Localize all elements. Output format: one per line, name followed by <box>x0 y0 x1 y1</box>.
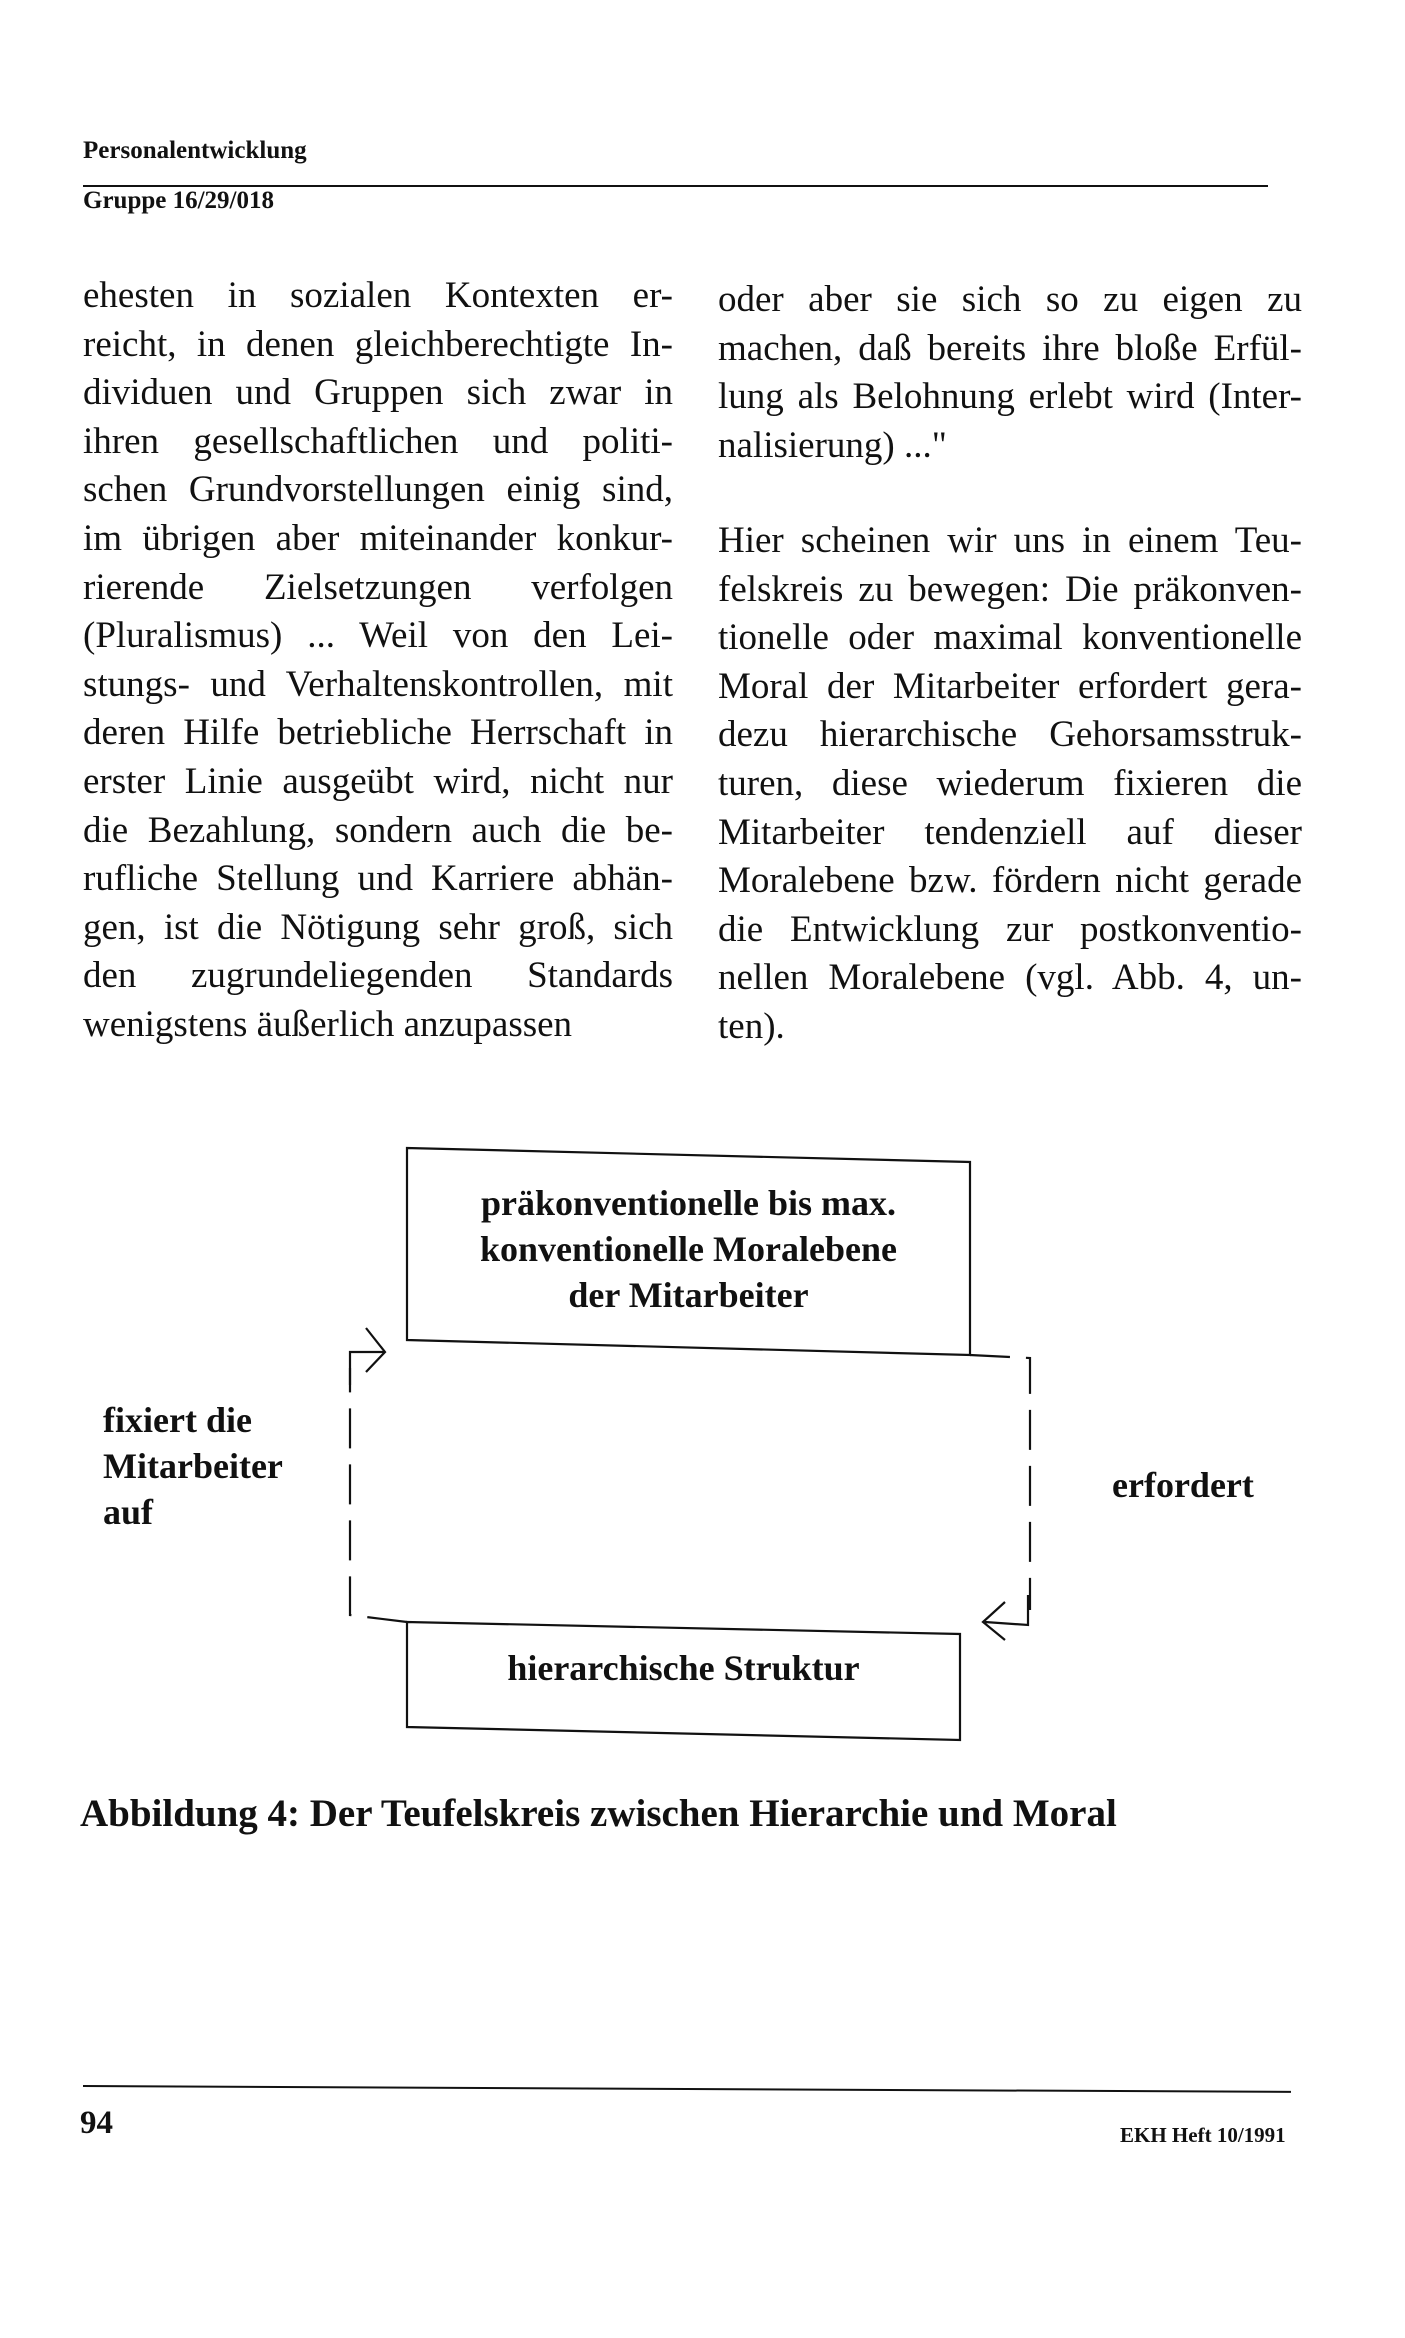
text-line: (Pluralismus) ... Weil von den Lei- <box>83 615 673 657</box>
text-line: den zugrundeliegenden Standards <box>83 955 673 997</box>
text-line: gen, ist die Nötigung sehr groß, sich <box>83 906 673 948</box>
text-line: tionelle oder maximal konventionelle <box>718 617 1302 659</box>
text-line: nalisierung) ..." <box>718 424 947 466</box>
right-connector-arrowhead <box>983 1595 1028 1640</box>
bottom-box-text: hierarchische Struktur <box>507 1648 860 1688</box>
text-line: machen, daß bereits ihre bloße Erfül- <box>718 327 1302 369</box>
figure-caption: Abbildung 4: Der Teufelskreis zwischen Hierarchie und Moral <box>80 1792 1117 1835</box>
right-label: erfordert <box>1112 1465 1254 1505</box>
text-line: felskreis zu bewegen: Die präkonven- <box>718 568 1302 610</box>
text-line: schen Grundvorstellungen einig sind, <box>83 469 673 511</box>
left-label-line-3: auf <box>103 1492 154 1532</box>
text-line: nellen Moralebene (vgl. Abb. 4, un- <box>718 957 1302 999</box>
publication-info: EKH Heft 10/1991 <box>1120 2123 1286 2147</box>
text-line: stungs- und Verhaltenskontrollen, mit <box>83 663 673 705</box>
text-line: deren Hilfe betriebliche Herrschaft in <box>83 712 673 754</box>
running-header-section: Personalentwicklung <box>83 137 307 164</box>
left-connector-line <box>350 1368 407 1622</box>
text-line: erster Linie ausgeübt wird, nicht nur <box>83 760 673 802</box>
left-label-line-2: Mitarbeiter <box>103 1446 283 1486</box>
text-line: rierende Zielsetzungen verfolgen <box>83 566 673 608</box>
text-line: rufliche Stellung und Karriere abhän- <box>83 858 673 900</box>
top-box-line-3: der Mitarbeiter <box>568 1275 809 1315</box>
text-line: die Entwicklung zur postkonventio- <box>718 908 1302 950</box>
text-line: wenigstens äußerlich anzupassen <box>83 1003 573 1045</box>
left-label <box>103 1397 283 1535</box>
text-line: im übrigen aber miteinander konkur- <box>83 517 673 559</box>
running-header-group: Gruppe 16/29/018 <box>83 187 274 214</box>
text-line: ehesten in sozialen Kontexten er- <box>83 275 673 316</box>
page-number: 94 <box>80 2105 113 2141</box>
text-line: reicht, in denen gleichberechtigte In- <box>83 323 673 365</box>
text-line: ten). <box>718 1005 785 1047</box>
text-line: lung als Belohnung erlebt wird (Inter- <box>718 376 1302 418</box>
text-line: dezu hierarchische Gehorsamsstruk- <box>718 714 1302 756</box>
left-connector-arrowhead <box>350 1328 385 1385</box>
text-line: die Bezahlung, sondern auch die be- <box>83 809 673 851</box>
text-line: oder aber sie sich so zu eigen zu <box>718 279 1302 320</box>
text-line: Moralebene bzw. fördern nicht gerade <box>718 860 1302 902</box>
top-box-line-2: konventionelle Moralebene <box>480 1229 897 1269</box>
text-line: ihren gesellschaftlichen und politi- <box>83 420 673 462</box>
right-connector-line <box>970 1355 1030 1610</box>
text-line: turen, diese wiederum fixieren die <box>718 762 1302 804</box>
text-line: Hier scheinen wir uns in einem Teu- <box>718 520 1302 561</box>
text-line: dividuen und Gruppen sich zwar in <box>83 372 673 414</box>
top-box-line-1: präkonventionelle bis max. <box>480 1183 897 1223</box>
text-line: Moral der Mitarbeiter erfordert gera- <box>718 665 1302 707</box>
text-line: Mitarbeiter tendenziell auf dieser <box>718 811 1302 853</box>
top-box-text <box>407 1180 970 1318</box>
left-label-line-1: fixiert die <box>103 1400 252 1440</box>
